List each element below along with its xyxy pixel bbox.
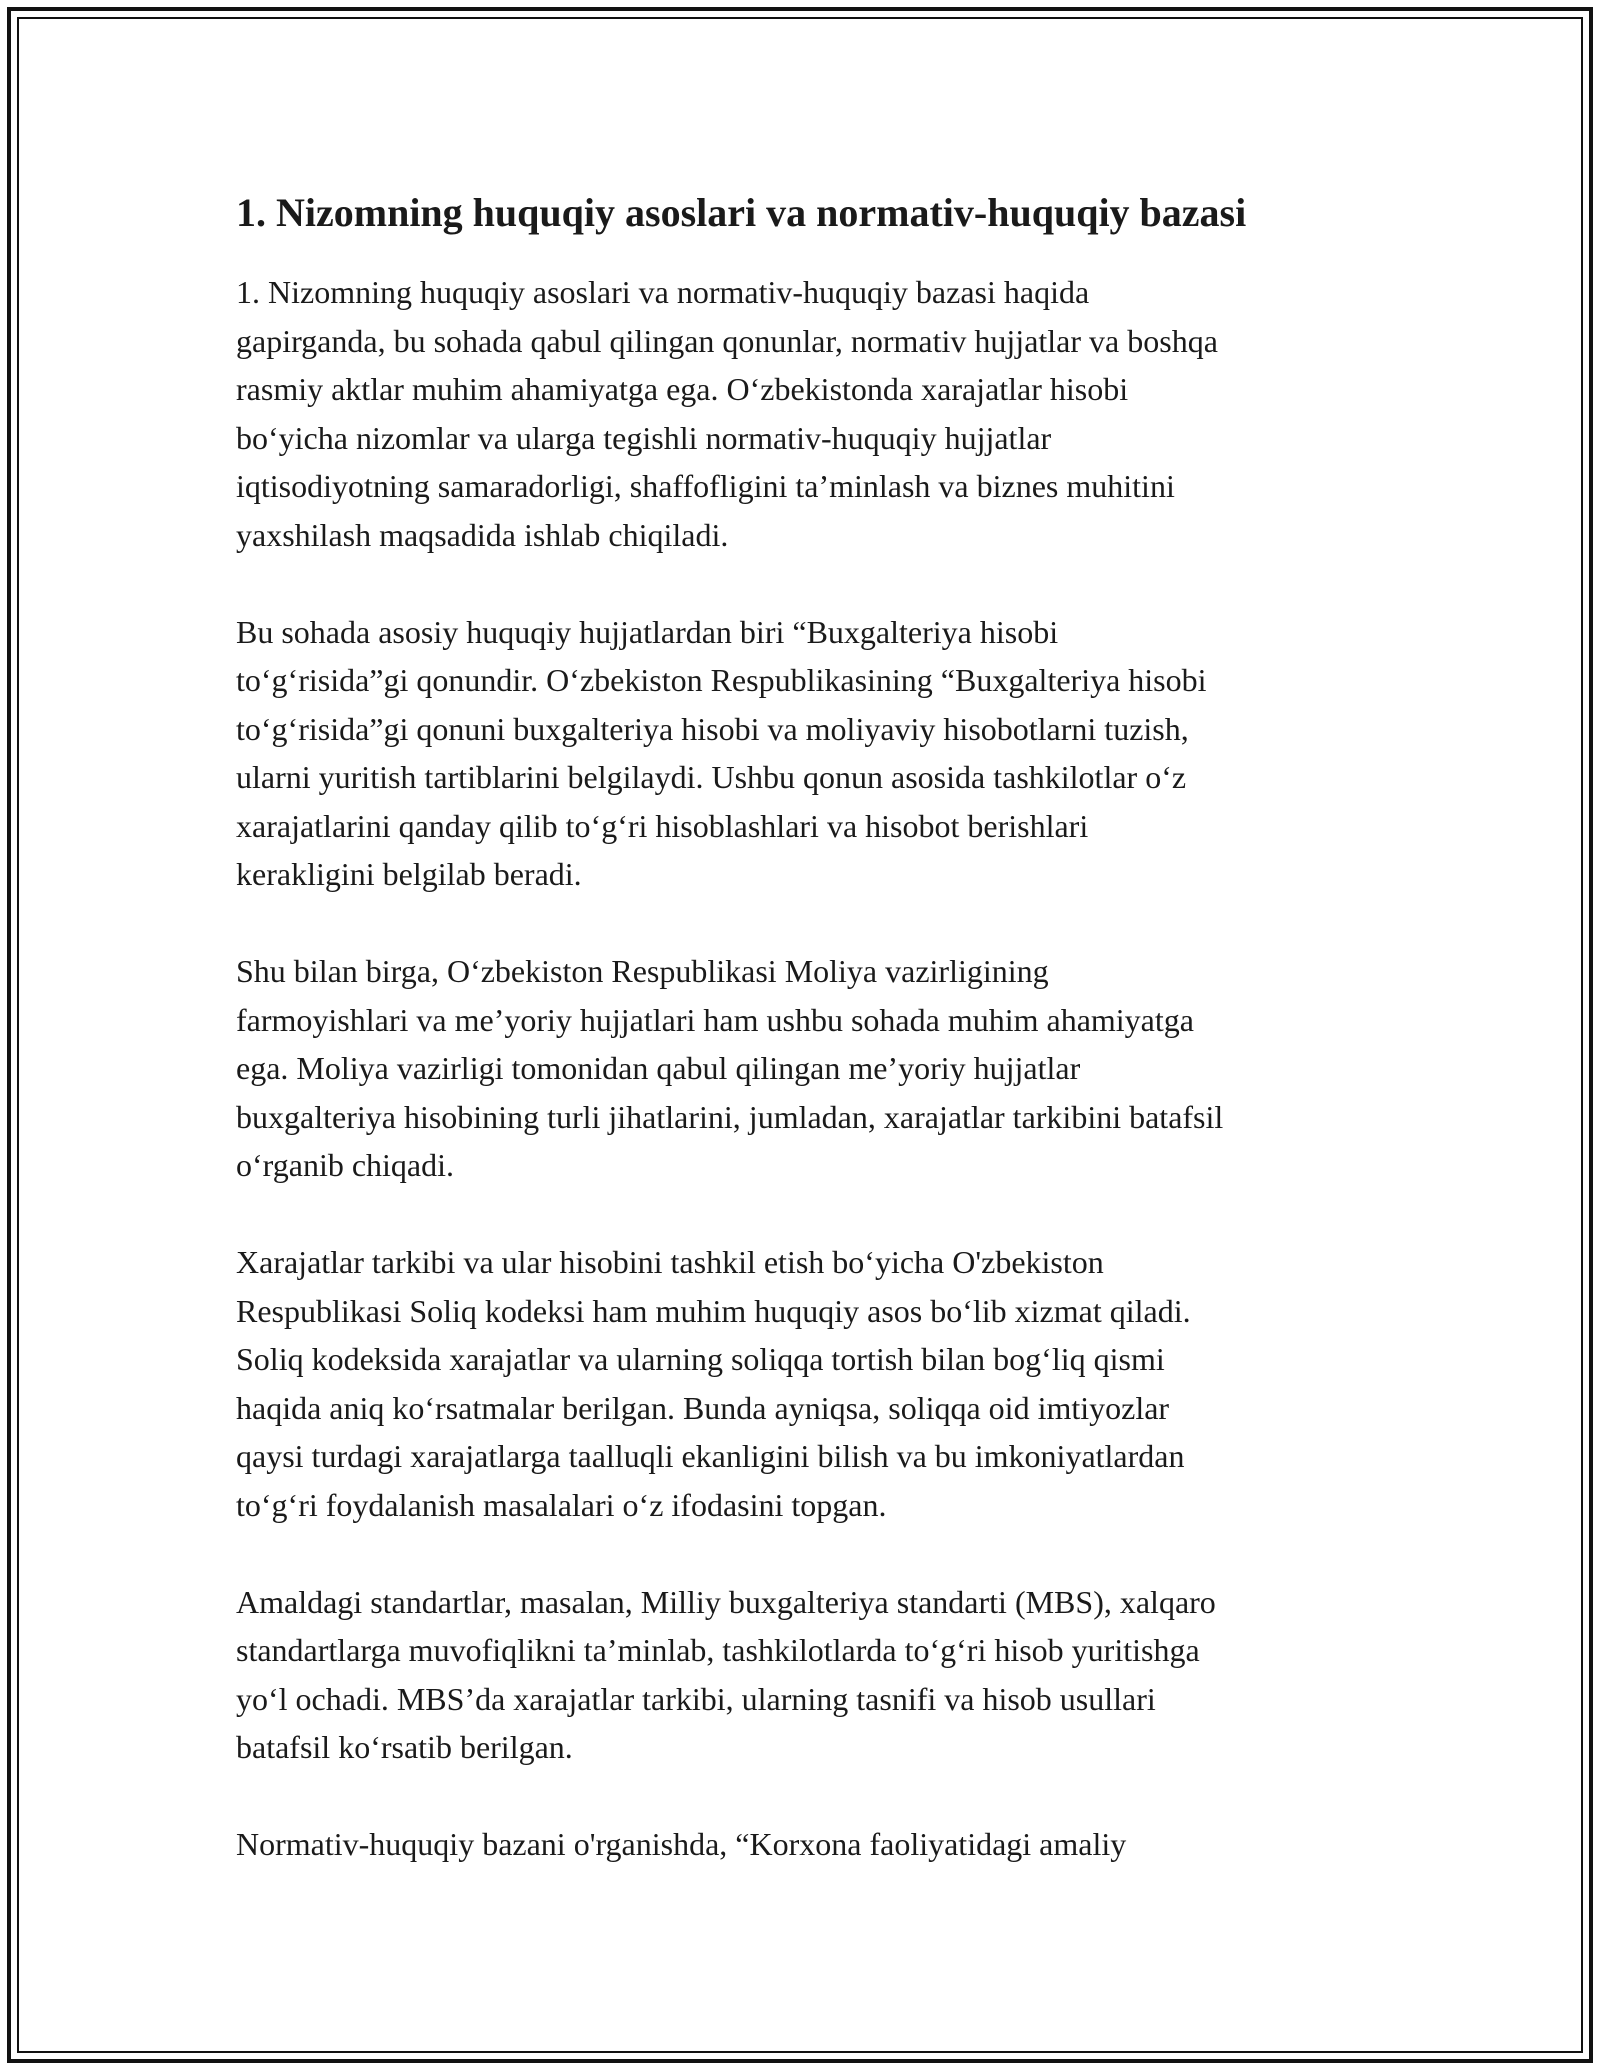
paragraph — [236, 1820, 1376, 1869]
text-line: o‘rganib chiqadi. — [236, 1147, 455, 1183]
text-line: haqida aniq ko‘rsatmalar berilgan. Bunda ayniqsa, soliqqa oid imtiyozlar — [236, 1389, 1170, 1426]
text-line: Amaldagi standartlar, masalan, Milliy buxgalteriya standarti (MBS), xalqaro — [236, 1583, 1216, 1620]
paragraph — [236, 1578, 1376, 1772]
text-line: to‘g‘risida”gi qonundir. O‘zbekiston Respublikasining “Buxgalteriya hisobi — [236, 662, 1207, 698]
text-line: bo‘yicha nizomlar va ularga tegishli normativ-huquqiy hujjatlar — [236, 419, 1052, 456]
text-line: rasmiy aktlar muhim ahamiyatga ega. O‘zbekistonda xarajatlar hisobi — [236, 371, 1129, 407]
text-line: Bu sohada asosiy huquqiy hujjatlardan biri “Buxgalteriya hisobi — [236, 613, 1059, 650]
text-line: batafsil ko‘rsatib berilgan. — [236, 1729, 573, 1765]
document-body — [236, 268, 1376, 1869]
document-page — [236, 186, 1376, 1917]
text-line: ega. Moliya vazirligi tomonidan qabul qilingan me’yoriy hujjatlar — [236, 1050, 1081, 1086]
text-line: Normativ-huquqiy bazani o'rganishda, “Korxona faoliyatidagi amaliy — [236, 1826, 1127, 1862]
text-line: yaxshilash maqsadida ishlab chiqiladi. — [236, 516, 729, 553]
section-heading: 1. Nizomning huquqiy asoslari va normativ-huquqiy bazasi — [236, 190, 1247, 235]
paragraph — [236, 1238, 1376, 1529]
text-line: qaysi turdagi xarajatlarga taalluqli ekanligini bilish va bu imkoniyatlardan — [236, 1438, 1185, 1474]
text-line: to‘g‘risida”gi qonuni buxgalteriya hisobi va moliyaviy hisobotlarni tuzish, — [236, 710, 1189, 747]
text-line: kerakligini belgilab beradi. — [236, 856, 582, 892]
text-line: Shu bilan birga, O‘zbekiston Respublikasi Moliya vazirligining — [236, 953, 1049, 989]
text-line: buxgalteriya hisobining turli jihatlarini, jumladan, xarajatlar tarkibini batafsil — [236, 1098, 1224, 1135]
text-line: xarajatlarini qanday qilib to‘g‘ri hisoblashlari va hisobot berishlari — [236, 807, 1089, 844]
text-line: Respublikasi Soliq kodeksi ham muhim huquqiy asos bo‘lib xizmat qiladi. — [236, 1292, 1191, 1329]
text-line: yo‘l ochadi. MBS’da xarajatlar tarkibi, ularning tasnifi va hisob usullari — [236, 1680, 1156, 1717]
text-line: iqtisodiyotning samaradorligi, shaffofligini ta’minlash va biznes muhitini — [236, 468, 1175, 504]
paragraph — [236, 268, 1376, 559]
text-line: ularni yuritish tartiblarini belgilaydi. Ushbu qonun asosida tashkilotlar o‘z — [236, 759, 1187, 795]
text-line: Xarajatlar tarkibi va ular hisobini tashkil etish bo‘yicha O'zbekiston — [236, 1244, 1104, 1280]
text-line: standartlarga muvofiqlikni ta’minlab, tashkilotlarda to‘g‘ri hisob yuritishga — [236, 1632, 1200, 1668]
paragraph — [236, 947, 1376, 1190]
paragraph — [236, 608, 1376, 899]
text-line: to‘g‘ri foydalanish masalalari o‘z ifodasini topgan. — [236, 1486, 887, 1523]
text-line: Soliq kodeksida xarajatlar va ularning soliqqa tortish bilan bog‘liq qismi — [236, 1341, 1165, 1377]
text-line: 1. Nizomning huquqiy asoslari va normativ-huquqiy bazasi haqida — [236, 274, 1090, 310]
text-line: gapirganda, bu sohada qabul qilingan qonunlar, normativ hujjatlar va boshqa — [236, 322, 1218, 359]
text-line: farmoyishlari va me’yoriy hujjatlari ham ushbu sohada muhim ahamiyatga — [236, 1001, 1194, 1038]
